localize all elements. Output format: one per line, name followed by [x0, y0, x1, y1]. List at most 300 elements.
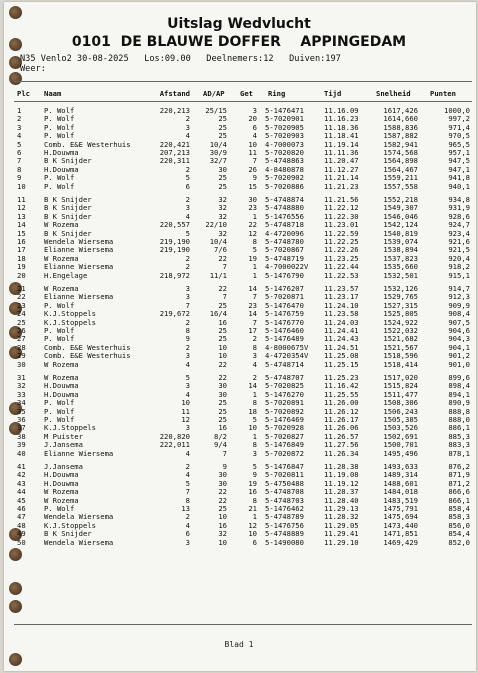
cell-get: 9	[252, 173, 257, 183]
cell-points: 858,4	[448, 504, 470, 513]
cell-ring: 5-7020928	[265, 423, 304, 433]
cell-time: 11.28.32	[324, 512, 359, 522]
cell-speed: 1469,429	[383, 537, 418, 547]
cell-ad-ap: 22	[218, 253, 227, 263]
cell-get: 2	[252, 373, 257, 382]
cell-get: 20	[248, 114, 257, 124]
cell-ad-ap: 25	[218, 415, 227, 424]
cell-place: 22	[17, 292, 26, 302]
cell-get: 4	[252, 359, 257, 369]
cell-name: H.Engelage	[44, 270, 88, 280]
cell-speed: 1517,020	[383, 373, 418, 382]
binder-hole	[9, 548, 22, 561]
cell-speed: 1557,558	[383, 181, 418, 191]
cell-speed: 1549,307	[383, 203, 418, 213]
cell-time: 11.23.57	[324, 284, 359, 293]
cell-points: 876,2	[448, 462, 470, 471]
cell-name: Wendela Wiersema	[44, 237, 114, 246]
cell-ad-ap: 32	[218, 211, 227, 221]
cell-ad-ap: 30	[218, 164, 227, 174]
cell-get: 15	[248, 181, 257, 191]
cell-points: 899,6	[448, 373, 470, 382]
cell-name: W Rozema	[44, 495, 79, 505]
cell-distance: 4	[185, 448, 190, 458]
cell-points: 924,7	[448, 220, 470, 230]
cell-time: 11.23.01	[324, 220, 359, 230]
cell-time: 11.25.15	[324, 359, 359, 369]
cell-speed: 1529,765	[383, 292, 418, 302]
cell-speed: 1527,315	[383, 300, 418, 310]
cell-place: 4	[17, 131, 22, 141]
cell-ad-ap: 25	[218, 300, 227, 310]
cell-points: 914,7	[448, 284, 470, 293]
table-end-rule	[14, 624, 472, 625]
cell-speed: 1521,567	[383, 342, 418, 352]
cell-ring: 5-7020827	[265, 431, 304, 441]
cell-ring: 5-7020820	[265, 148, 304, 157]
cell-ring: 4-7000022V	[265, 262, 309, 272]
cell-distance: 4	[185, 211, 190, 221]
cell-name: Comb. E&E Westerhuis	[44, 351, 131, 361]
cell-speed: 1559,211	[383, 173, 418, 183]
cell-distance: 8	[185, 326, 190, 335]
column-header-ring: Ring	[268, 89, 286, 98]
cell-ad-ap: 7	[222, 262, 227, 272]
cell-ad-ap: 11/1	[209, 270, 227, 280]
cell-points: 921,5	[448, 245, 470, 255]
cell-distance: 219,190	[159, 237, 190, 246]
cell-points: 928,6	[448, 211, 470, 221]
cell-speed: 1502,691	[383, 431, 418, 441]
cell-ring: 5-7020811	[265, 470, 304, 480]
club-header	[0, 34, 478, 50]
cell-get: 4	[252, 131, 257, 141]
cell-name: Elianne Wiersema	[44, 292, 114, 302]
cell-ring: 5-4748708	[265, 487, 304, 497]
cell-ring: 5-1476470	[265, 300, 304, 310]
cell-get: 22	[248, 220, 257, 230]
cell-get: 18	[248, 406, 257, 416]
cell-ad-ap: 16	[218, 423, 227, 433]
cell-name: J.Jansema	[44, 440, 83, 450]
cell-name: H.Douwma	[44, 478, 79, 488]
cell-get: 21	[248, 504, 257, 513]
cell-ring: 4-4720096	[265, 228, 304, 238]
cell-speed: 1552,218	[383, 195, 418, 204]
cell-name: W Rozema	[44, 359, 79, 369]
cell-speed: 1511,477	[383, 389, 418, 399]
cell-ring: 5-1476469	[265, 415, 304, 424]
cell-get: 11	[248, 148, 257, 157]
cell-ad-ap: 30	[218, 381, 227, 391]
cell-name: W Rozema	[44, 220, 79, 230]
cell-speed: 1518,414	[383, 359, 418, 369]
cell-name: Comb. E&E Westerhuis	[44, 139, 131, 149]
table-row	[0, 360, 478, 369]
cell-points: 923,4	[448, 228, 470, 238]
cell-ad-ap: 25/15	[205, 106, 227, 115]
cell-ad-ap: 32	[218, 203, 227, 213]
cell-time: 11.26.00	[324, 398, 359, 408]
page-footer: Blad 1	[224, 640, 254, 649]
cell-ad-ap: 16	[218, 317, 227, 327]
cell-name: H.Douwma	[44, 148, 79, 157]
cell-time: 11.22.25	[324, 237, 359, 246]
cell-place: 48	[17, 520, 26, 530]
cell-time: 11.28.40	[324, 495, 359, 505]
cell-ring: 5-1476270	[265, 389, 304, 399]
cell-get: 1	[252, 389, 257, 399]
cell-place: 2	[17, 114, 22, 124]
cell-ring: 5-7020825	[265, 381, 304, 391]
cell-distance: 5	[185, 173, 190, 183]
cell-speed: 1582,941	[383, 139, 418, 149]
cell-time: 11.26.06	[324, 423, 359, 433]
cell-speed: 1471,851	[383, 529, 418, 539]
cell-time: 11.24.41	[324, 326, 359, 335]
cell-ad-ap: 7/6	[214, 245, 227, 255]
cell-points: 920,4	[448, 253, 470, 263]
cell-speed: 1488,601	[383, 478, 418, 488]
cell-speed: 1515,824	[383, 381, 418, 391]
cell-points: 912,3	[448, 292, 470, 302]
cell-distance: 2	[185, 512, 190, 522]
cell-ring: 5-1476849	[265, 440, 304, 450]
cell-name: P. Wolf	[44, 504, 75, 513]
cell-speed: 1493,633	[383, 462, 418, 471]
cell-get: 14	[248, 284, 257, 293]
cell-ad-ap: 25	[218, 114, 227, 124]
cell-points: 909,9	[448, 300, 470, 310]
cell-points: 947,1	[448, 164, 470, 174]
column-header-get: Get	[240, 89, 253, 98]
cell-distance: 3	[185, 351, 190, 361]
cell-speed: 1505,385	[383, 415, 418, 424]
cell-get: 1	[252, 262, 257, 272]
cell-points: 907,5	[448, 317, 470, 327]
cell-place: 47	[17, 512, 26, 522]
cell-get: 6	[252, 537, 257, 547]
cell-name: B K Snijder	[44, 529, 92, 539]
cell-points: 904,1	[448, 342, 470, 352]
cell-name: Elianne Wiersema	[44, 448, 114, 458]
cell-speed: 1475,791	[383, 504, 418, 513]
cell-place: 33	[17, 389, 26, 399]
cell-ad-ap: 30/9	[209, 148, 227, 157]
cell-place: 5	[17, 139, 22, 149]
cell-speed: 1521,682	[383, 334, 418, 344]
cell-get: 9	[252, 470, 257, 480]
cell-distance: 6	[185, 181, 190, 191]
cell-distance: 219,190	[159, 245, 190, 255]
cell-points: 904,6	[448, 326, 470, 335]
cell-distance: 3	[185, 292, 190, 302]
cell-get: 8	[252, 440, 257, 450]
cell-ring: 5-7020901	[265, 114, 304, 124]
cell-ad-ap: 32	[218, 228, 227, 238]
club-number: 0101	[71, 34, 111, 50]
cell-ring: 5-1476556	[265, 211, 304, 221]
cell-points: 908,4	[448, 309, 470, 319]
cell-ring: 5-1476489	[265, 334, 304, 344]
binder-hole	[9, 582, 22, 595]
cell-place: 29	[17, 351, 26, 361]
cell-ring: 5-7020867	[265, 245, 304, 255]
cell-ad-ap: 25	[218, 504, 227, 513]
cell-ring: 4-8480878	[265, 164, 304, 174]
header-bottom-rule	[14, 101, 472, 102]
cell-time: 11.24.51	[324, 342, 359, 352]
cell-speed: 1532,126	[383, 284, 418, 293]
cell-distance: 3	[185, 537, 190, 547]
cell-ring: 5-4748707	[265, 373, 304, 382]
cell-time: 11.26.34	[324, 448, 359, 458]
cell-time: 11.22.26	[324, 245, 359, 255]
release-time: Los:09.00	[144, 54, 191, 64]
cell-get: 10	[248, 423, 257, 433]
cell-points: 866,1	[448, 495, 470, 505]
cell-distance: 220,421	[159, 139, 190, 149]
cell-points: 886,1	[448, 423, 470, 433]
cell-name: P. Wolf	[44, 106, 75, 115]
cell-ad-ap: 10	[218, 512, 227, 522]
cell-speed: 1532,501	[383, 270, 418, 280]
cell-points: 1000,0	[444, 106, 470, 115]
cell-place: 13	[17, 211, 26, 221]
cell-get: 1	[252, 211, 257, 221]
cell-ring: 5-4748719	[265, 253, 304, 263]
cell-distance: 8	[185, 495, 190, 505]
cell-distance: 3	[185, 122, 190, 132]
cell-name: B K Snijder	[44, 195, 92, 204]
cell-ad-ap: 16/4	[209, 309, 227, 319]
cell-ad-ap: 10	[218, 537, 227, 547]
cell-place: 20	[17, 270, 26, 280]
cell-place: 44	[17, 487, 26, 497]
cell-points: 940,1	[448, 181, 470, 191]
cell-ring: 5-4748780	[265, 237, 304, 246]
cell-ring: 5-1490080	[265, 537, 304, 547]
cell-ad-ap: 10/4	[209, 237, 227, 246]
cell-distance: 5	[185, 228, 190, 238]
cell-speed: 1524,922	[383, 317, 418, 327]
cell-name: W Rozema	[44, 373, 79, 382]
cell-ring: 5-7020903	[265, 131, 304, 141]
column-header-time: Tijd	[324, 89, 342, 98]
column-header-distance: Afstand	[159, 89, 190, 98]
table-row	[0, 538, 478, 547]
cell-get: 8	[252, 237, 257, 246]
cell-get: 19	[248, 253, 257, 263]
cell-name: B K Snijder	[44, 203, 92, 213]
cell-distance: 2	[185, 164, 190, 174]
cell-get: 12	[248, 520, 257, 530]
cell-distance: 220,311	[159, 156, 190, 166]
cell-points: 901,0	[448, 359, 470, 369]
cell-distance: 207,213	[159, 148, 190, 157]
cell-time: 11.21.56	[324, 195, 359, 204]
cell-speed: 1483,519	[383, 495, 418, 505]
table-row	[0, 271, 478, 280]
cell-distance: 3	[185, 284, 190, 293]
cell-ring: 5-1476207	[265, 284, 304, 293]
cell-time: 11.23.25	[324, 253, 359, 263]
cell-get: 12	[248, 228, 257, 238]
cell-speed: 1535,660	[383, 262, 418, 272]
cell-name: K.J.Stoppels	[44, 317, 96, 327]
cell-name: K.J.Stoppels	[44, 520, 96, 530]
cell-distance: 220,820	[159, 431, 190, 441]
cell-distance: 3	[185, 203, 190, 213]
cell-points: 901,2	[448, 351, 470, 361]
cell-place: 32	[17, 381, 26, 391]
cell-time: 11.28.37	[324, 487, 359, 497]
cell-ring: 5-7020871	[265, 292, 304, 302]
cell-ad-ap: 10/4	[209, 139, 227, 149]
cell-ring: 5-1476770	[265, 317, 304, 327]
cell-distance: 2	[185, 317, 190, 327]
cell-get: 7	[252, 156, 257, 166]
cell-time: 11.22.30	[324, 211, 359, 221]
cell-points: 856,0	[448, 520, 470, 530]
cell-ring: 5-4748703	[265, 495, 304, 505]
cell-ring: 5-4748889	[265, 529, 304, 539]
cell-ad-ap: 10	[218, 351, 227, 361]
cell-name: W Rozema	[44, 253, 79, 263]
cell-name: M Puister	[44, 431, 83, 441]
cell-speed: 1564,467	[383, 164, 418, 174]
cell-distance: 9	[185, 334, 190, 344]
cell-get: 3	[252, 106, 257, 115]
cell-points: 934,8	[448, 195, 470, 204]
cell-ring: 5-4748863	[265, 156, 304, 166]
cell-time: 11.22.12	[324, 203, 359, 213]
cell-name: P. Wolf	[44, 181, 75, 191]
cell-ring: 4-8000675V	[265, 342, 309, 352]
cell-speed: 1506,243	[383, 406, 418, 416]
cell-ring: 5-7020872	[265, 448, 304, 458]
cell-get: 23	[248, 300, 257, 310]
cell-speed: 1587,882	[383, 131, 418, 141]
cell-place: 38	[17, 431, 26, 441]
race-name: N35 Venlo2 30-08-2025	[20, 54, 129, 64]
cell-distance: 3	[185, 381, 190, 391]
cell-time: 11.20.47	[324, 156, 359, 166]
cell-place: 15	[17, 228, 26, 238]
table-header	[0, 89, 478, 98]
cell-place: 3	[17, 122, 22, 132]
cell-ring: 5-4748874	[265, 195, 304, 204]
cell-place: 21	[17, 284, 26, 293]
club-name: DE BLAUWE DOFFER	[120, 34, 281, 50]
cell-place: 14	[17, 220, 26, 230]
cell-distance: 4	[185, 470, 190, 480]
cell-name: H.Douwma	[44, 381, 79, 391]
cell-distance: 5	[185, 373, 190, 382]
cell-distance: 4	[185, 520, 190, 530]
cell-get: 8	[252, 398, 257, 408]
cell-speed: 1508,306	[383, 398, 418, 408]
cell-place: 37	[17, 423, 26, 433]
cell-place: 46	[17, 504, 26, 513]
cell-time: 11.25.55	[324, 389, 359, 399]
cell-place: 18	[17, 253, 26, 263]
cell-distance: 10	[181, 398, 190, 408]
club-city: APPINGEDAM	[300, 34, 407, 50]
cell-place: 50	[17, 537, 26, 547]
cell-distance: 7	[185, 300, 190, 310]
pigeons-count: Duiven:197	[289, 54, 341, 64]
cell-time: 11.21.23	[324, 181, 359, 191]
column-header-points: Punten	[430, 89, 456, 98]
cell-distance: 4	[185, 131, 190, 141]
cell-name: B K Snijder	[44, 228, 92, 238]
cell-ad-ap: 25	[218, 398, 227, 408]
cell-place: 43	[17, 478, 26, 488]
cell-name: H.Douwma	[44, 389, 79, 399]
cell-get: 14	[248, 309, 257, 319]
cell-ring: 5-1476759	[265, 309, 304, 319]
cell-place: 10	[17, 181, 26, 191]
cell-name: P. Wolf	[44, 334, 75, 344]
cell-ad-ap: 30	[218, 389, 227, 399]
cell-speed: 1475,694	[383, 512, 418, 522]
cell-place: 23	[17, 300, 26, 310]
cell-name: P. Wolf	[44, 326, 75, 335]
cell-distance: 4	[185, 359, 190, 369]
cell-distance: 2	[185, 114, 190, 124]
cell-name: P. Wolf	[44, 406, 75, 416]
cell-points: 931,9	[448, 203, 470, 213]
cell-time: 11.12.27	[324, 164, 359, 174]
cell-time: 11.22.53	[324, 270, 359, 280]
cell-place: 1	[17, 106, 22, 115]
cell-ad-ap: 10	[218, 342, 227, 352]
cell-points: 888,0	[448, 415, 470, 424]
cell-ad-ap: 22	[218, 284, 227, 293]
cell-place: 31	[17, 373, 26, 382]
cell-name: P. Wolf	[44, 122, 75, 132]
cell-ring: 5-1476790	[265, 270, 304, 280]
cell-place: 36	[17, 415, 26, 424]
cell-ad-ap: 25	[218, 326, 227, 335]
cell-place: 25	[17, 317, 26, 327]
cell-speed: 1538,894	[383, 245, 418, 255]
cell-name: B K Snijder	[44, 156, 92, 166]
cell-time: 11.24.43	[324, 334, 359, 344]
cell-points: 915,1	[448, 270, 470, 280]
cell-distance: 218,972	[159, 270, 190, 280]
cell-place: 26	[17, 326, 26, 335]
cell-name: H.Douwma	[44, 470, 79, 480]
cell-time: 11.22.44	[324, 262, 359, 272]
cell-name: W Rozema	[44, 284, 79, 293]
cell-ad-ap: 22	[218, 359, 227, 369]
cell-time: 11.26.12	[324, 406, 359, 416]
binder-hole	[9, 653, 22, 666]
cell-ad-ap: 25	[218, 122, 227, 132]
cell-place: 30	[17, 359, 26, 369]
cell-place: 35	[17, 406, 26, 416]
cell-distance: 4	[185, 389, 190, 399]
cell-place: 39	[17, 440, 26, 450]
cell-place: 41	[17, 462, 26, 471]
cell-ad-ap: 22	[218, 487, 227, 497]
cell-name: K.J.Stoppels	[44, 423, 96, 433]
cell-speed: 1564,898	[383, 156, 418, 166]
cell-time: 11.25.23	[324, 373, 359, 382]
weather-label: Weer:	[20, 64, 46, 74]
